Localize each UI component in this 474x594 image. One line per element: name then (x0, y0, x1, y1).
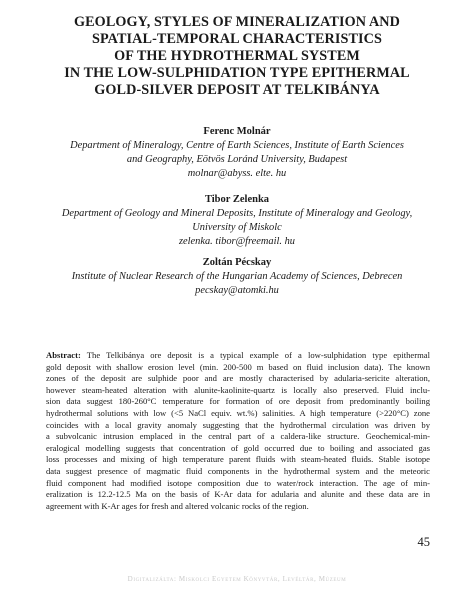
author-email: zelenka. tibor@freemail. hu (179, 236, 295, 247)
author-block-zelenka (40, 193, 434, 249)
abstract-line: fluid component had modified isotope composition due to water/rock interaction. The age of min- (46, 477, 430, 488)
author-email: molnar@abyss. elte. hu (187, 168, 287, 179)
abstract-line (46, 350, 430, 362)
abstract-line: sion data suggest 180-260°C temperature for formation of ore deposit from predominantly boiling (46, 396, 430, 407)
title-line: SPATIAL-TEMPORAL CHARACTERISTICS (91, 31, 383, 47)
abstract (46, 350, 430, 512)
abstract-line: a subvolcanic intrusion emplaced in the central part of a caldera-like structure. Geochemical-min- (46, 431, 430, 442)
abstract-line: agreement with K-Ar ages for fresh and altered volcanic rocks of the region. (46, 500, 309, 511)
author-block-pecskay (40, 256, 434, 298)
abstract-text: The Telkibánya ore deposit is a typical example of a low-sulphidation type epithermal (80, 350, 430, 360)
affiliation-line: Department of Geology and Mineral Deposits, Institute of Mineralogy and Geology, (61, 208, 413, 219)
author-name: Zoltán Pécskay (202, 257, 272, 268)
abstract-line: loss processes and mixing of high temperature parent fluids with steam-heated fluids. Stable isotope (46, 454, 430, 465)
affiliation-line: and Geography, Eötvös Loránd University, Budapest (126, 154, 348, 165)
paper-title (20, 14, 454, 99)
abstract-line: hydrothermal solutions with low (<5 NaCl equiv. wt.%) salinities. A high temperature (>220°C) zone (46, 407, 430, 418)
title-line: IN THE LOW-SULPHIDATION TYPE EPITHERMAL (64, 65, 410, 81)
abstract-line: however steam-heated alteration with alunite-kaolinite-quartz is locally also preserved. Fluid inclu- (46, 384, 430, 395)
author-email: pecskay@atomki.hu (195, 285, 279, 296)
page-number: 45 (417, 535, 430, 549)
abstract-line: eralogical modelling suggests that concentration of gold occurred due to boiling and associated gas (46, 442, 430, 453)
author-name: Ferenc Molnár (203, 126, 271, 137)
abstract-line: zones of the deposit are sulphide poor and are mostly characterised by adularia-sericite alteration, (46, 373, 430, 384)
author-name: Tibor Zelenka (204, 194, 270, 205)
affiliation-line: University of Miskolc (192, 222, 282, 233)
abstract-line: gold deposit with shallow erosion level (min. 200-500 m based on fluid inclusion data). The known (46, 361, 430, 372)
abstract-line: data suggest presence of magmatic fluid components in the hydrothermal system and the meteoric (46, 465, 430, 476)
title-line: GEOLOGY, STYLES OF MINERALIZATION AND (73, 14, 400, 30)
author-block-molnar (40, 125, 434, 181)
abstract-label: Abstract: (46, 350, 81, 360)
title-line: OF THE HYDROTHERMAL SYSTEM (114, 48, 360, 64)
title-line: GOLD-SILVER DEPOSIT AT TELKIBÁNYA (94, 82, 380, 98)
affiliation-line: Institute of Nuclear Research of the Hungarian Academy of Sciences, Debrecen (71, 271, 403, 282)
digitization-watermark: Digitalizálta: Miskolci Egyetem Könyvtár, Levéltár, Múzeum (127, 575, 347, 583)
abstract-line: eralization is 12.2-12.5 Ma on the basis of K-Ar data for adularia and alunite and these data are in (46, 489, 430, 500)
abstract-line: coincides with a local gravity anomaly suggesting that the hydrothermal circulation was driven by (46, 419, 430, 430)
affiliation-line: Department of Mineralogy, Centre of Earth Sciences, Institute of Earth Sciences (70, 140, 404, 151)
